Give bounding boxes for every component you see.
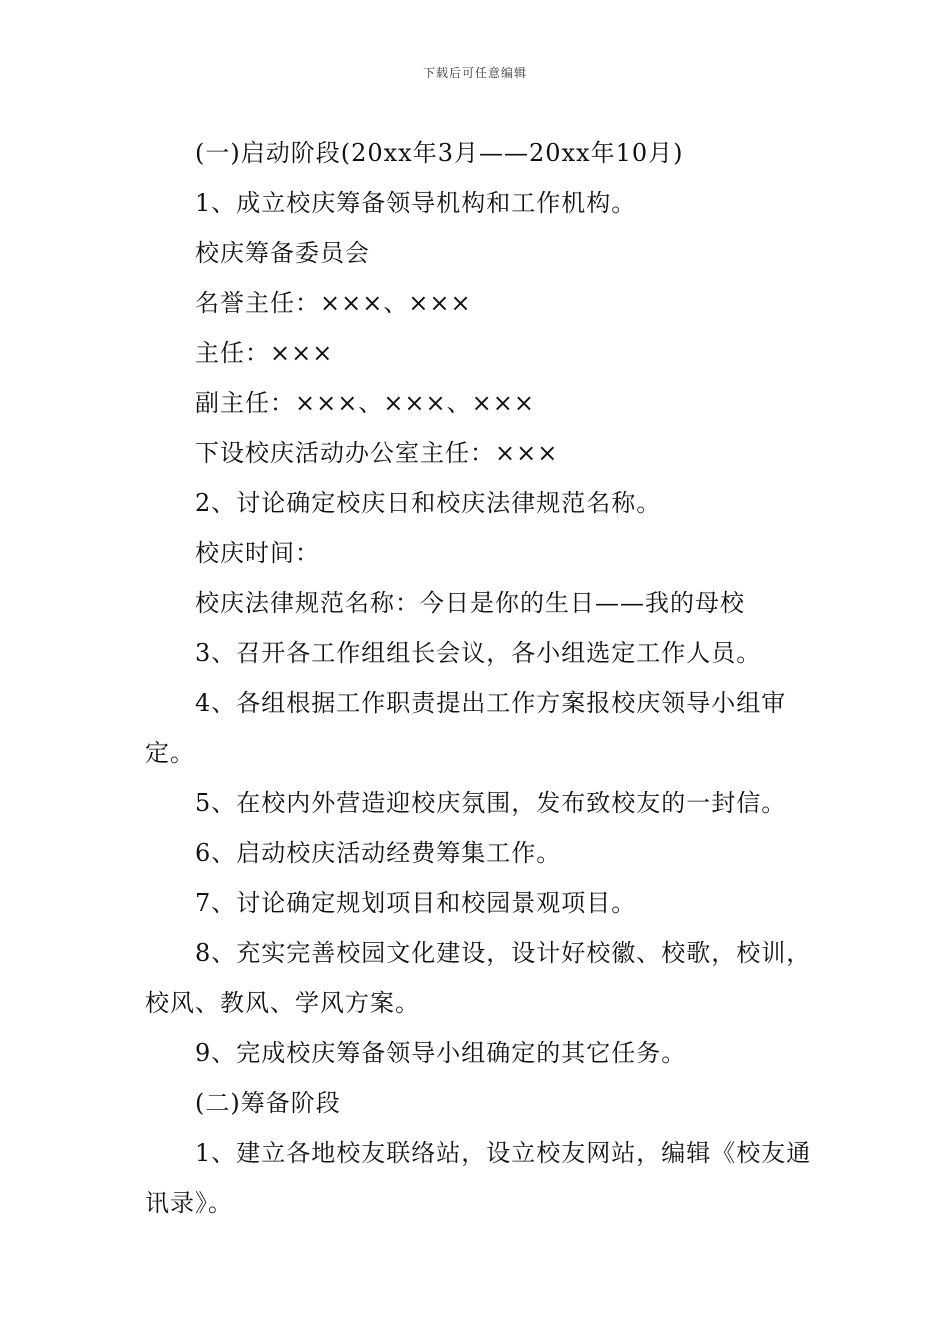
paragraph: 名誉主任：×××、××× (195, 289, 472, 317)
document-body (145, 128, 825, 1228)
section-heading-startup: (一)启动阶段(20xx年3月——20xx年10月) (195, 139, 684, 167)
paragraph: 1、建立各地校友联络站，设立校友网站，编辑《校友通讯录》。 (145, 1139, 812, 1217)
paragraph: 5、在校内外营造迎校庆氛围，发布致校友的一封信。 (195, 789, 787, 817)
page-header: 下载后可任意编辑 (422, 66, 527, 80)
paragraph: 校庆时间： (195, 539, 320, 567)
paragraph: 下设校庆活动办公室主任：××× (195, 439, 559, 467)
paragraph: 2、讨论确定校庆日和校庆法律规范名称。 (195, 489, 662, 517)
paragraph: 3、召开各工作组组长会议，各小组选定工作人员。 (195, 639, 762, 667)
paragraph: 7、讨论确定规划项目和校园景观项目。 (195, 889, 637, 917)
paragraph: 1、成立校庆筹备领导机构和工作机构。 (195, 189, 637, 217)
paragraph: 8、充实完善校园文化建设，设计好校徽、校歌，校训，校风、教风、学风方案。 (145, 939, 812, 1017)
paragraph: 主任：××× (195, 339, 334, 367)
paragraph: 9、完成校庆筹备领导小组确定的其它任务。 (195, 1039, 687, 1067)
section-heading-preparation: (二)筹备阶段 (195, 1089, 341, 1117)
paragraph: 校庆法律规范名称：今日是你的生日——我的母校 (195, 589, 745, 617)
paragraph: 校庆筹备委员会 (195, 239, 370, 267)
paragraph: 6、启动校庆活动经费筹集工作。 (195, 839, 562, 867)
paragraph: 4、各组根据工作职责提出工作方案报校庆领导小组审定。 (145, 689, 787, 767)
paragraph: 副主任：×××、×××、××× (195, 389, 535, 417)
